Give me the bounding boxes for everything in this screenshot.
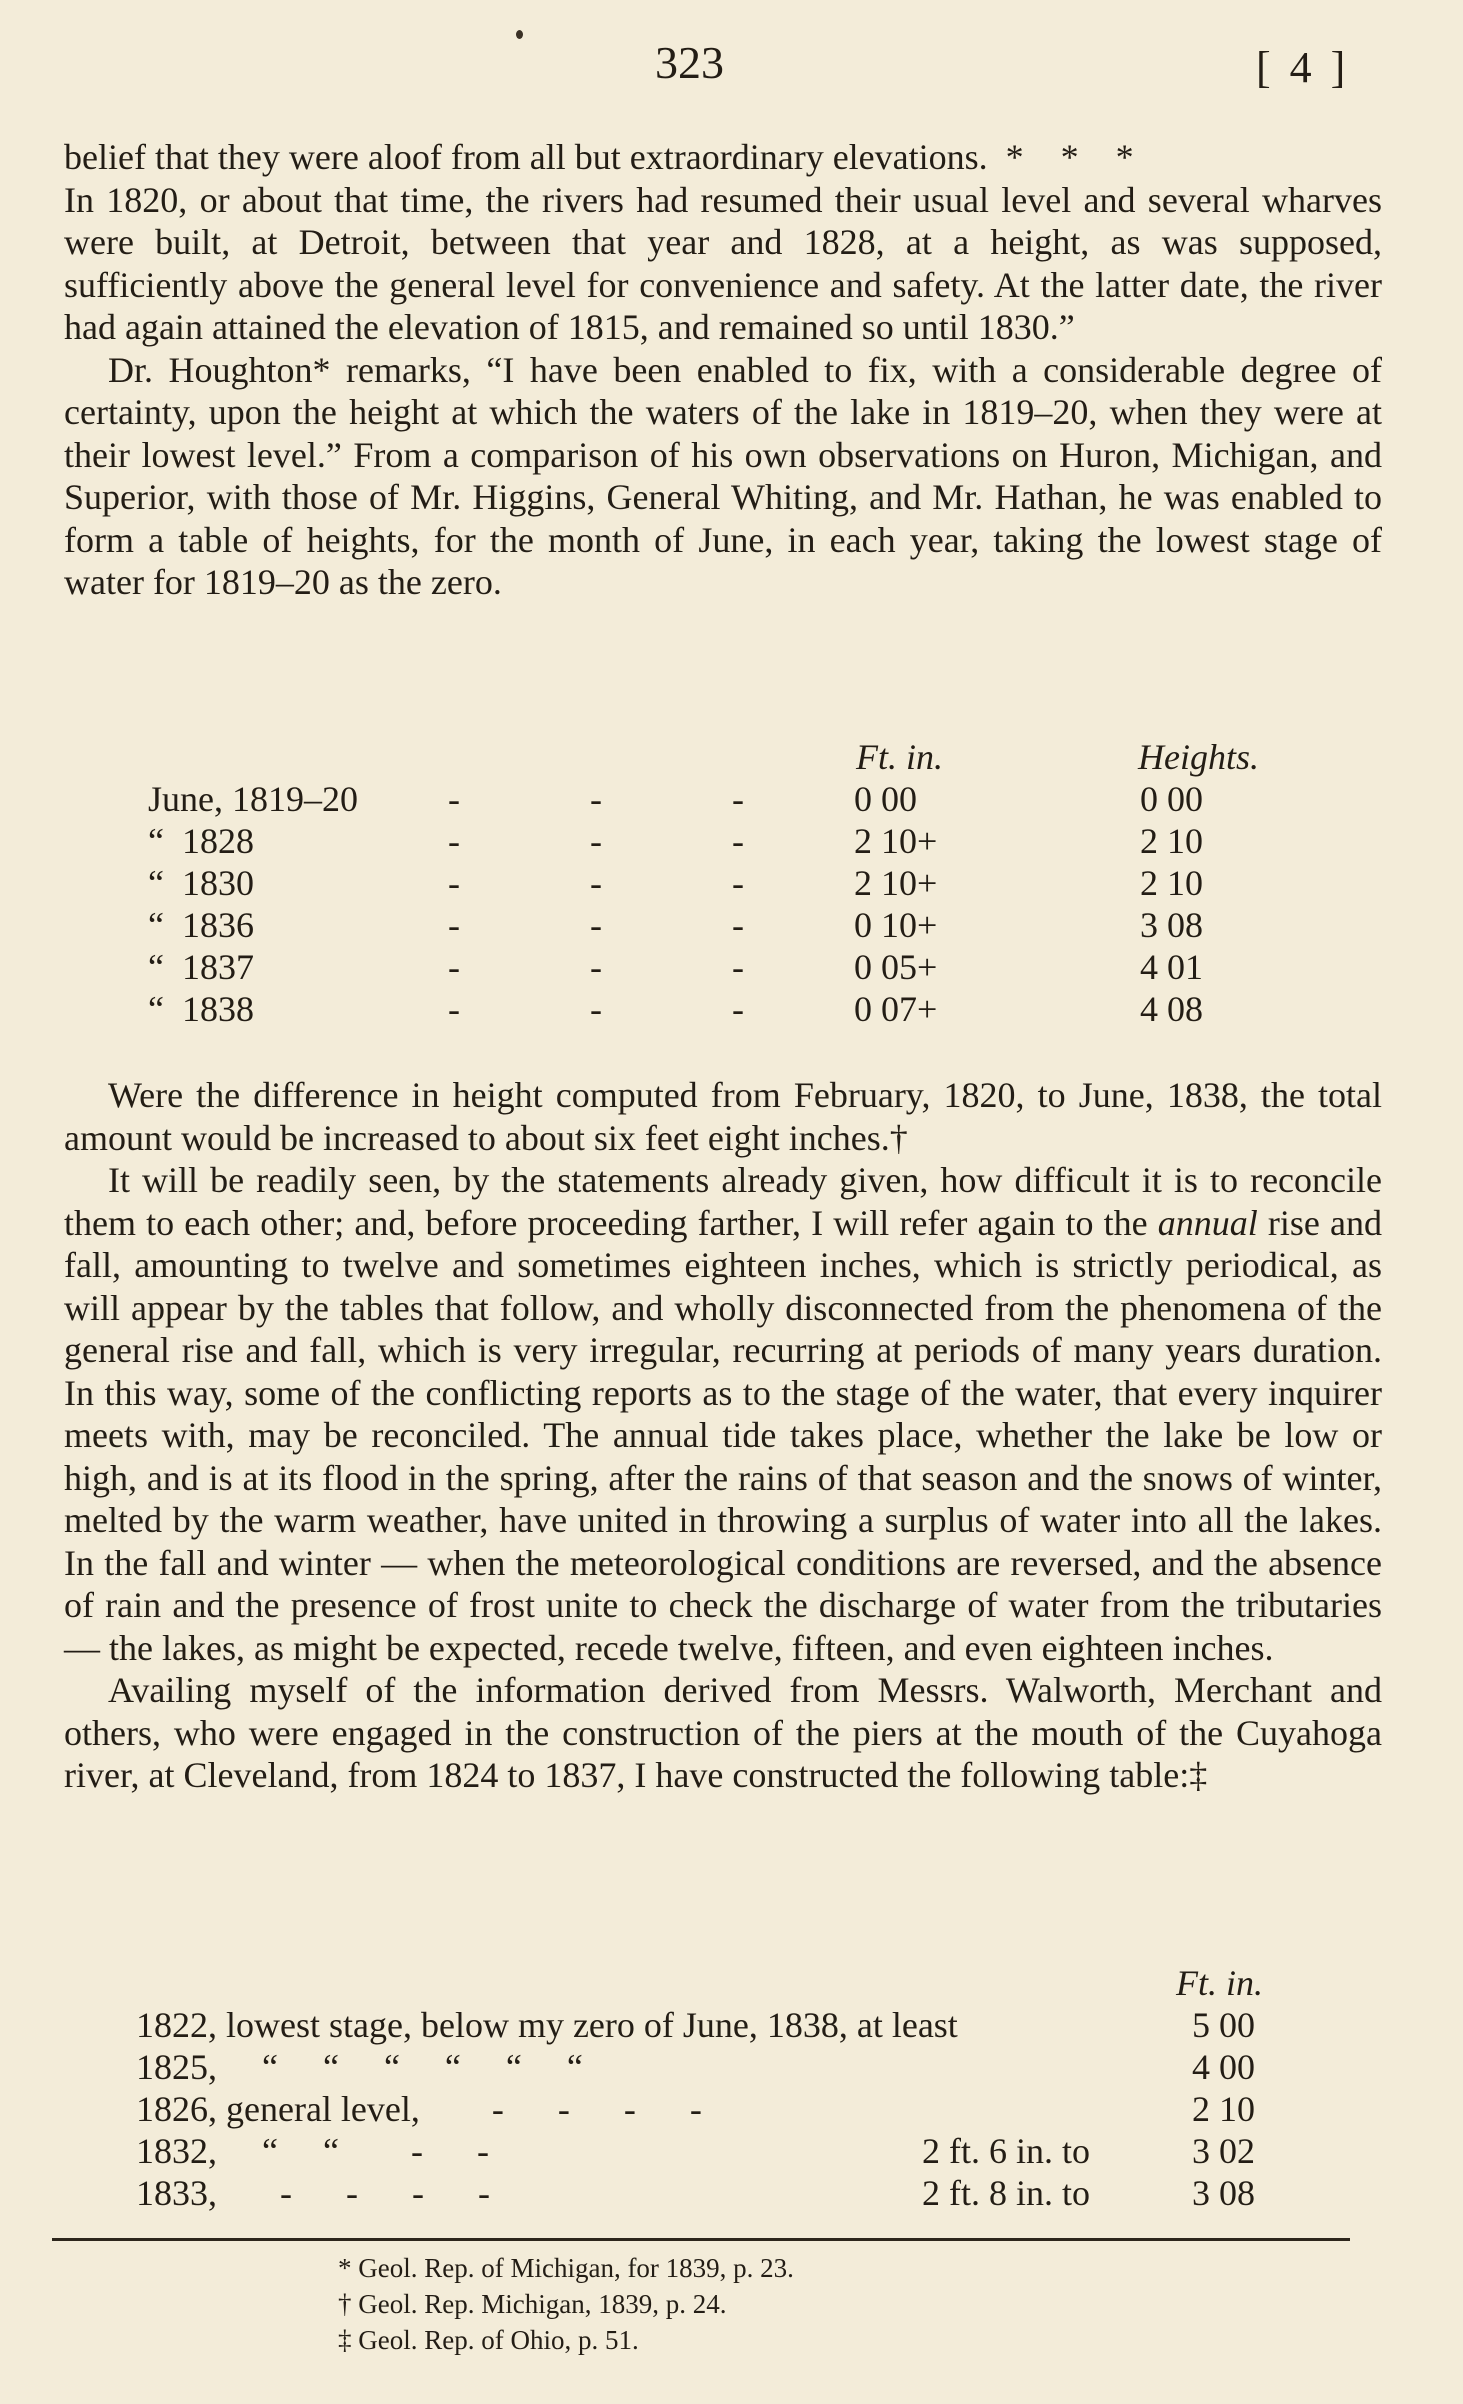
table-row [0, 778, 1463, 820]
leader-dashes: - - - [448, 989, 744, 1029]
leader-dashes: - - - [448, 905, 744, 945]
table-header-row [0, 1962, 1463, 2004]
paragraph-text: rise and fall, amounting to twelve and sometimes eighteen inches, which is strictly periodical, as will appear by the tables that follow, and wholly disconnected from the phenomena of the general rise and fall, which is very irregular, recurring at periods of many years duration. In this way, some of the conflicting reports as to the stage of the water, that every inquirer meets with, may be reconciled. The annual tide takes place, whether the lake be low or high, and is at its flood in the spring, after the rains of that season and the snows of winter, melted by the warm weather, have united in throwing a surplus of water into all the lakes. In the fall and winter — when the meteorological conditions are reversed, and the absence of rain and the presence of frost unite to check the discharge of water from the tributaries — the lakes, as might be expected, recede twelve, fifteen, and even eighteen inches. [64, 1202, 1382, 1668]
ellipsis-stars: * * * [1005, 137, 1148, 177]
leader-dashes: - - - [448, 779, 744, 819]
row-value: 5 00 [1192, 2005, 1255, 2045]
row-ftin: 2 10+ [854, 863, 938, 903]
table-row [0, 862, 1463, 904]
paragraph [64, 1159, 1382, 1669]
row-value: 2 10 [1192, 2089, 1255, 2129]
row-label: 1826, general level, - - - - [136, 2089, 702, 2129]
row-label: “ 1836 [148, 905, 254, 945]
row-value: 3 08 [1192, 2173, 1255, 2213]
body-text-top [64, 136, 1382, 604]
leader-dashes: - - - [448, 821, 744, 861]
italic-word: annual [1157, 1202, 1258, 1243]
footnote-divider [52, 2238, 1350, 2241]
row-label: “ 1837 [148, 947, 254, 987]
leader-dashes: - - - [448, 947, 744, 987]
table-row [0, 988, 1463, 1030]
column-header-heights: Heights. [1138, 737, 1259, 777]
document-number: [ 4 ] [1256, 43, 1350, 92]
row-label: 1822, lowest stage, below my zero of June, 1838, at least [136, 2005, 958, 2045]
row-label: June, 1819–20 [148, 779, 358, 819]
table-row [0, 2004, 1463, 2046]
row-label: 1825, “ “ “ “ “ “ [136, 2047, 583, 2087]
column-header-ftin: Ft. in. [1176, 1963, 1263, 2003]
row-range: 2 ft. 8 in. to [922, 2173, 1090, 2213]
row-range: 2 ft. 6 in. to [922, 2131, 1090, 2171]
row-height: 0 00 [1140, 779, 1203, 819]
row-label: 1833, - - - - [136, 2173, 490, 2213]
row-label: “ 1828 [148, 821, 254, 861]
column-header-ftin: Ft. in. [856, 737, 943, 777]
footnote: † Geol. Rep. Michigan, 1839, p. 24. [338, 2289, 727, 2319]
row-height: 2 10 [1140, 821, 1203, 861]
row-ftin: 0 10+ [854, 905, 938, 945]
ink-dot [516, 30, 523, 39]
row-height: 4 01 [1140, 947, 1203, 987]
row-label: 1832, “ “ - - [136, 2131, 489, 2171]
row-ftin: 0 05+ [854, 947, 938, 987]
paragraph: Dr. Houghton* remarks, “I have been enabled to fix, with a considerable degree of certainty, upon the height at which the waters of the lake in 1819–20, when they were at their lowest level.” From a comparison of his own observations on Huron, Michigan, and Superior, with those of Mr. Higgins, General Whiting, and Mr. Hathan, he was enabled to form a table of heights, for the month of June, in each year, taking the lowest stage of water for 1819–20 as the zero. [64, 349, 1382, 602]
table-row [0, 904, 1463, 946]
page-number: 323 [655, 37, 724, 88]
paragraph [64, 136, 1382, 179]
footnote: * Geol. Rep. of Michigan, for 1839, p. 23. [338, 2253, 794, 2283]
table-header-row [0, 736, 1463, 778]
table-row [0, 2172, 1463, 2214]
table-row [0, 2046, 1463, 2088]
table-row [0, 2088, 1463, 2130]
row-ftin: 0 00 [854, 779, 917, 819]
row-height: 3 08 [1140, 905, 1203, 945]
table-row [0, 820, 1463, 862]
paragraph: Were the difference in height computed from February, 1820, to June, 1838, the total amount would be increased to about six feet eight inches.† [64, 1075, 1382, 1158]
row-ftin: 2 10+ [854, 821, 938, 861]
paragraph: In 1820, or about that time, the rivers had resumed their usual level and several wharves were built, at Detroit, between that year and 1828, at a height, as was supposed, sufficiently above the general level for convenience and safety. At the latter date, the river had again attained the elevation of 1815, and remained so until 1830.” [64, 179, 1382, 347]
table-row [0, 946, 1463, 988]
row-label: “ 1838 [148, 989, 254, 1029]
table-row [0, 2130, 1463, 2172]
body-text-middle [64, 1074, 1382, 1797]
row-ftin: 0 07+ [854, 989, 938, 1029]
leader-dashes: - - - [448, 863, 744, 903]
page-header [0, 30, 1463, 100]
row-value: 4 00 [1192, 2047, 1255, 2087]
footnotes [338, 2250, 794, 2358]
paragraph-text: It will be readily seen, by the statements already given, how difficult it is to reconcile them to each other; and, before proceeding farther, I will refer again to the [64, 1160, 1382, 1243]
heights-table [0, 736, 1463, 1030]
cleveland-table [0, 1962, 1463, 2214]
paragraph: Availing myself of the information derived from Messrs. Walworth, Merchant and others, who were engaged in the construction of the piers at the mouth of the Cuyahoga river, at Cleveland, from 1824 to 1837, I have constructed the following table:‡ [64, 1670, 1382, 1795]
row-value: 3 02 [1192, 2131, 1255, 2171]
row-label: “ 1830 [148, 863, 254, 903]
paragraph-text: belief that they were aloof from all but extraordinary elevations. [64, 137, 988, 177]
row-height: 2 10 [1140, 863, 1203, 903]
row-height: 4 08 [1140, 989, 1203, 1029]
footnote: ‡ Geol. Rep. of Ohio, p. 51. [338, 2325, 639, 2355]
